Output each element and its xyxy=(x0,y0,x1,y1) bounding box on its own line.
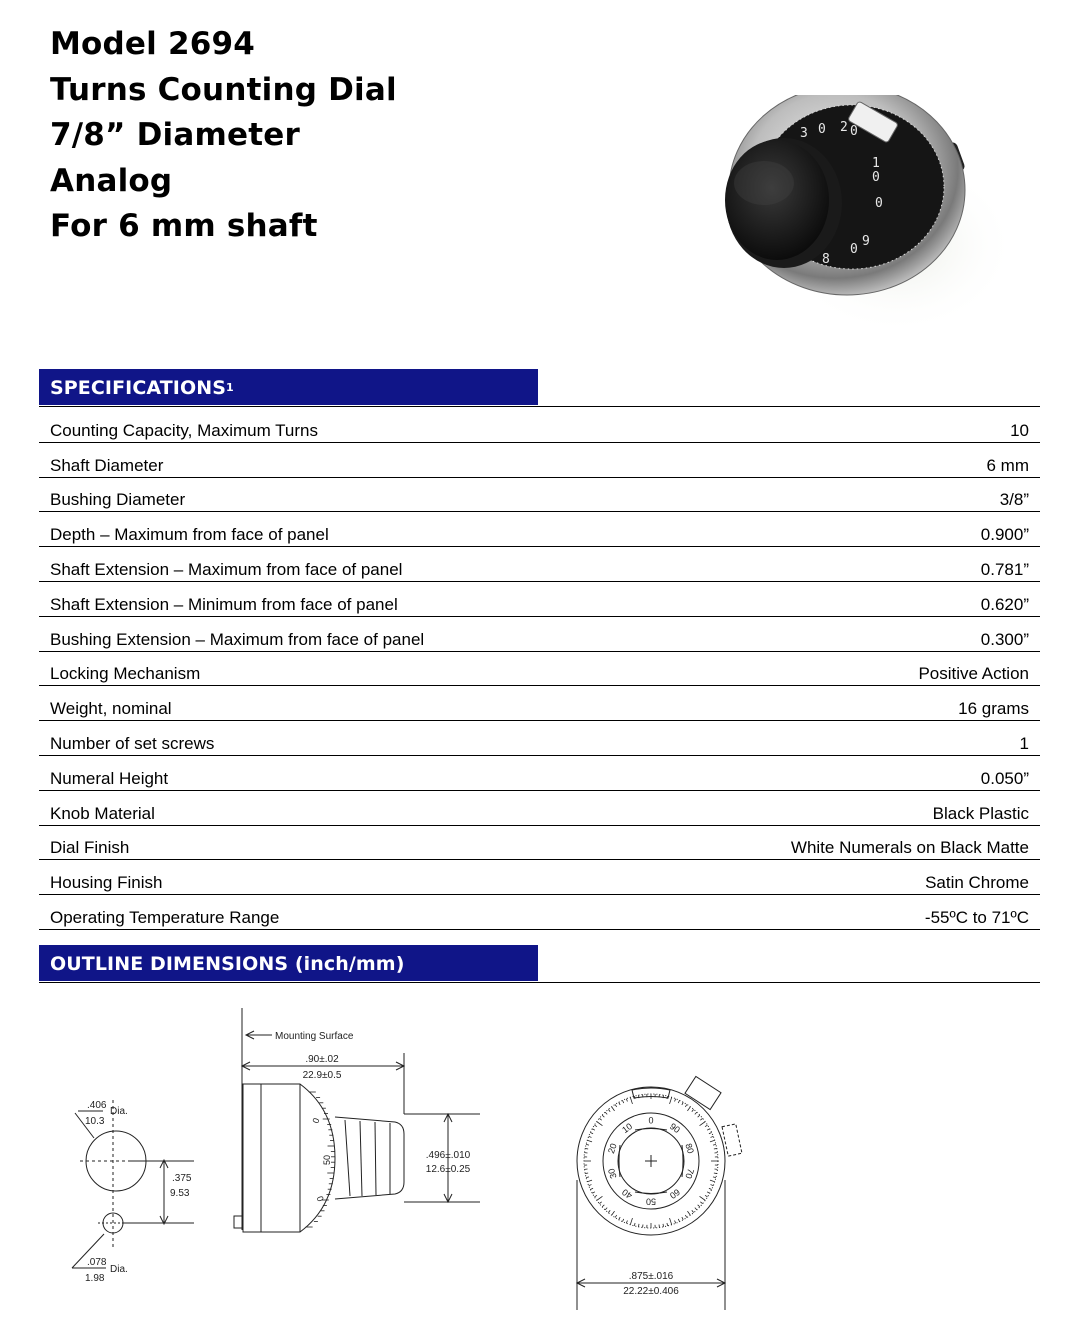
dial-tick xyxy=(589,1136,592,1137)
dial-tick xyxy=(608,1109,610,1111)
dial-tick xyxy=(599,1202,601,1204)
dial-numeral: 60 xyxy=(667,1186,682,1201)
small-hole-inch-label: .078 xyxy=(87,1257,107,1268)
svg-text:1: 1 xyxy=(872,156,880,171)
spec-label: Shaft Extension – Minimum from face of panel xyxy=(50,594,398,614)
spec-label: Shaft Extension – Maximum from face of panel xyxy=(50,559,403,579)
dial-tick xyxy=(597,1122,603,1126)
spec-label: Bushing Extension – Maximum from face of panel xyxy=(50,629,425,649)
spec-value: 0.781” xyxy=(980,559,1029,579)
dial-tick xyxy=(594,1195,597,1197)
dial-tick xyxy=(695,1112,697,1114)
spec-row xyxy=(39,721,1040,756)
dial-tick xyxy=(622,1219,623,1222)
spec-row xyxy=(39,826,1040,861)
dial-tick xyxy=(638,1095,639,1098)
spec-value: Satin Chrome xyxy=(925,873,1029,893)
title-diameter: 7/8” Diameter xyxy=(50,117,300,153)
dial-tick xyxy=(675,1221,676,1224)
spec-label: Shaft Diameter xyxy=(50,455,164,475)
spec-value: 0.900” xyxy=(980,525,1029,545)
depth-mm-label: 22.9±0.5 xyxy=(302,1070,342,1081)
dial-numeral: 70 xyxy=(683,1167,696,1180)
dial-tick xyxy=(608,1210,610,1212)
dial-numeral: 10 xyxy=(620,1121,635,1136)
large-hole-inch-label: .406 xyxy=(87,1100,107,1111)
dial-tick xyxy=(685,1104,687,1107)
dial-tick xyxy=(589,1185,592,1186)
dial-tick xyxy=(698,1205,700,1207)
dial-tick xyxy=(714,1148,717,1149)
side-numeral: 0 xyxy=(314,1194,326,1203)
dial-tick xyxy=(619,1102,620,1105)
spec-label: Depth – Maximum from face of panel xyxy=(50,525,329,545)
dial-tick xyxy=(707,1129,710,1130)
svg-text:2: 2 xyxy=(840,120,848,135)
dial-tick xyxy=(590,1188,593,1189)
dial-numeral: 20 xyxy=(606,1142,619,1155)
dial-tick xyxy=(670,1097,672,1104)
dial-tick xyxy=(682,1217,683,1220)
spec-row xyxy=(39,617,1040,652)
svg-text:0: 0 xyxy=(875,196,883,211)
dial-tick xyxy=(585,1148,588,1149)
title-analog: Analog xyxy=(50,162,173,199)
spec-label: Housing Finish xyxy=(50,873,163,893)
spec-row xyxy=(39,895,1040,930)
dial-tick xyxy=(700,1202,702,1204)
dial-tick xyxy=(638,1224,639,1227)
hole-spacing-inch-label: .375 xyxy=(172,1173,192,1184)
dial-tick xyxy=(700,1196,706,1200)
dial-tick xyxy=(592,1129,595,1130)
dial-tick xyxy=(707,1192,710,1193)
dial-numeral: 80 xyxy=(683,1142,696,1155)
dial-tick xyxy=(599,1118,601,1120)
spec-label: Number of set screws xyxy=(50,733,215,753)
dial-tick xyxy=(615,1215,617,1218)
spec-value: -55ºC to 71ºC xyxy=(924,907,1029,927)
spec-value: 0.300” xyxy=(980,629,1029,649)
spec-row xyxy=(39,756,1040,791)
dial-tick xyxy=(685,1215,687,1218)
dial-tick xyxy=(585,1173,588,1174)
dial-tick xyxy=(675,1099,676,1102)
dial-tick xyxy=(586,1144,589,1145)
dial-tick xyxy=(612,1107,615,1111)
dial-tick xyxy=(612,1211,615,1215)
spec-row xyxy=(39,512,1040,547)
dial-tick xyxy=(711,1185,714,1186)
svg-text:0: 0 xyxy=(818,122,826,137)
spec-value: Positive Action xyxy=(918,664,1029,684)
spec-label: Dial Finish xyxy=(50,838,130,858)
outline-drawing xyxy=(0,995,1088,1327)
specifications-header-label xyxy=(50,377,234,399)
dial-tick xyxy=(594,1125,597,1127)
mounting-surface-label: Mounting Surface xyxy=(275,1031,354,1042)
dial-tick xyxy=(630,1097,632,1104)
dial-dia-mm-label: 22.22±0.406 xyxy=(623,1286,679,1297)
spec-value: 0.050” xyxy=(980,768,1029,788)
spec-value: 6 mm xyxy=(986,455,1029,475)
dial-tick xyxy=(692,1210,694,1212)
dial-tick xyxy=(678,1100,679,1103)
dial-tick xyxy=(602,1205,604,1207)
spec-value: 16 grams xyxy=(958,699,1029,719)
product-title xyxy=(50,22,397,250)
dial-tick xyxy=(622,1100,623,1103)
dial-dia-inch-label: .875±.016 xyxy=(628,1271,674,1282)
side-numeral: 0 xyxy=(310,1116,322,1125)
spec-row xyxy=(39,652,1040,687)
dial-tick xyxy=(590,1132,593,1133)
spec-label: Knob Material xyxy=(50,803,155,823)
spec-label: Operating Temperature Range xyxy=(50,907,280,927)
title-shaft: For 6 mm shaft xyxy=(50,208,318,244)
spec-value: 1 xyxy=(1019,733,1029,753)
dial-tick xyxy=(663,1224,664,1227)
dial-tick xyxy=(710,1180,715,1182)
dial-tick xyxy=(667,1096,668,1099)
dial-tick xyxy=(709,1188,712,1189)
dial-numeral: 40 xyxy=(620,1186,635,1201)
dial-tick xyxy=(605,1112,607,1114)
dial-tick xyxy=(592,1192,595,1193)
dial-tick xyxy=(705,1195,708,1197)
svg-text:8: 8 xyxy=(822,252,830,267)
dial-tick xyxy=(711,1136,714,1137)
spec-row xyxy=(39,547,1040,582)
dial-tick xyxy=(663,1095,664,1098)
dial-tick xyxy=(626,1221,627,1224)
spec-value: 3/8” xyxy=(999,490,1029,510)
dial-numeral: 50 xyxy=(645,1196,657,1207)
dial-numeral: 90 xyxy=(667,1121,682,1136)
dial-tick xyxy=(619,1217,620,1220)
dial-tick xyxy=(587,1180,592,1182)
dial-tick xyxy=(700,1118,702,1120)
product-photo xyxy=(722,95,1022,335)
specifications-title: SPECIFICATIONS xyxy=(50,377,226,399)
dial-tick xyxy=(634,1223,635,1226)
dial-tick xyxy=(709,1132,712,1133)
specifications-footnote-mark: 1 xyxy=(226,381,234,394)
svg-text:0: 0 xyxy=(872,170,880,185)
dial-tick xyxy=(687,1211,690,1215)
large-hole-mm-label: 10.3 xyxy=(85,1116,105,1127)
dial-tick xyxy=(695,1208,697,1210)
outline-header-label: OUTLINE DIMENSIONS (inch/mm) xyxy=(50,953,405,975)
dial-tick xyxy=(586,1177,589,1178)
dial-tick xyxy=(710,1140,715,1142)
outline-dimensions-header xyxy=(39,945,1040,983)
dial-tick xyxy=(667,1223,668,1226)
dial-tick xyxy=(602,1115,604,1117)
spec-row xyxy=(39,791,1040,826)
title-model: Model 2694 xyxy=(50,26,256,62)
spec-label: Locking Mechanism xyxy=(50,664,201,684)
specifications-table xyxy=(39,408,1040,930)
dial-tick xyxy=(692,1109,694,1111)
dial-tick xyxy=(714,1173,717,1174)
svg-text:0: 0 xyxy=(850,124,858,139)
dial-tick xyxy=(605,1208,607,1210)
dial-tick xyxy=(700,1122,706,1126)
specifications-header xyxy=(39,369,1040,407)
knob-dia-mm-label: 12.6±0.25 xyxy=(425,1164,471,1175)
dial-tick xyxy=(705,1125,708,1127)
spec-value: White Numerals on Black Matte xyxy=(790,838,1029,858)
small-hole-mm-label: 1.98 xyxy=(85,1273,105,1284)
dial-tick xyxy=(626,1099,627,1102)
dial-tick xyxy=(630,1218,632,1225)
dial-tick xyxy=(670,1218,672,1225)
dial-numeral: 0 xyxy=(648,1115,654,1126)
spec-row xyxy=(39,582,1040,617)
dial-tick xyxy=(615,1104,617,1107)
dial-tick xyxy=(587,1140,592,1142)
svg-text:3: 3 xyxy=(800,126,808,141)
spec-row xyxy=(39,478,1040,513)
dial-tick xyxy=(682,1102,683,1105)
svg-text:9: 9 xyxy=(862,234,870,249)
spec-label: Weight, nominal xyxy=(50,699,172,719)
dial-tick xyxy=(687,1107,690,1111)
dial-tick xyxy=(597,1196,603,1200)
spec-row xyxy=(39,443,1040,478)
dial-numeral: 30 xyxy=(606,1167,619,1180)
dial-tick xyxy=(634,1096,635,1099)
spec-label: Bushing Diameter xyxy=(50,490,186,510)
spec-row xyxy=(39,686,1040,721)
hole-spacing-mm-label: 9.53 xyxy=(170,1188,190,1199)
spec-value: 0.620” xyxy=(980,594,1029,614)
side-numeral: 50 xyxy=(322,1154,332,1165)
large-hole-dia-label: Dia. xyxy=(110,1106,128,1117)
dial-tick xyxy=(713,1177,716,1178)
svg-text:0: 0 xyxy=(850,242,858,257)
dial-tick xyxy=(713,1144,716,1145)
small-hole-dia-label: Dia. xyxy=(110,1264,128,1275)
spec-value: 10 xyxy=(1010,420,1029,440)
title-type: Turns Counting Dial xyxy=(50,71,397,108)
spec-value: Black Plastic xyxy=(932,803,1029,823)
depth-inch-label: .90±.02 xyxy=(305,1054,339,1065)
spec-row xyxy=(39,860,1040,895)
spec-row xyxy=(39,408,1040,443)
spec-label: Numeral Height xyxy=(50,768,169,788)
spec-label: Counting Capacity, Maximum Turns xyxy=(50,420,319,440)
dial-tick xyxy=(698,1115,700,1117)
knob-dia-inch-label: .496±.010 xyxy=(425,1150,471,1161)
dial-tick xyxy=(678,1219,679,1222)
